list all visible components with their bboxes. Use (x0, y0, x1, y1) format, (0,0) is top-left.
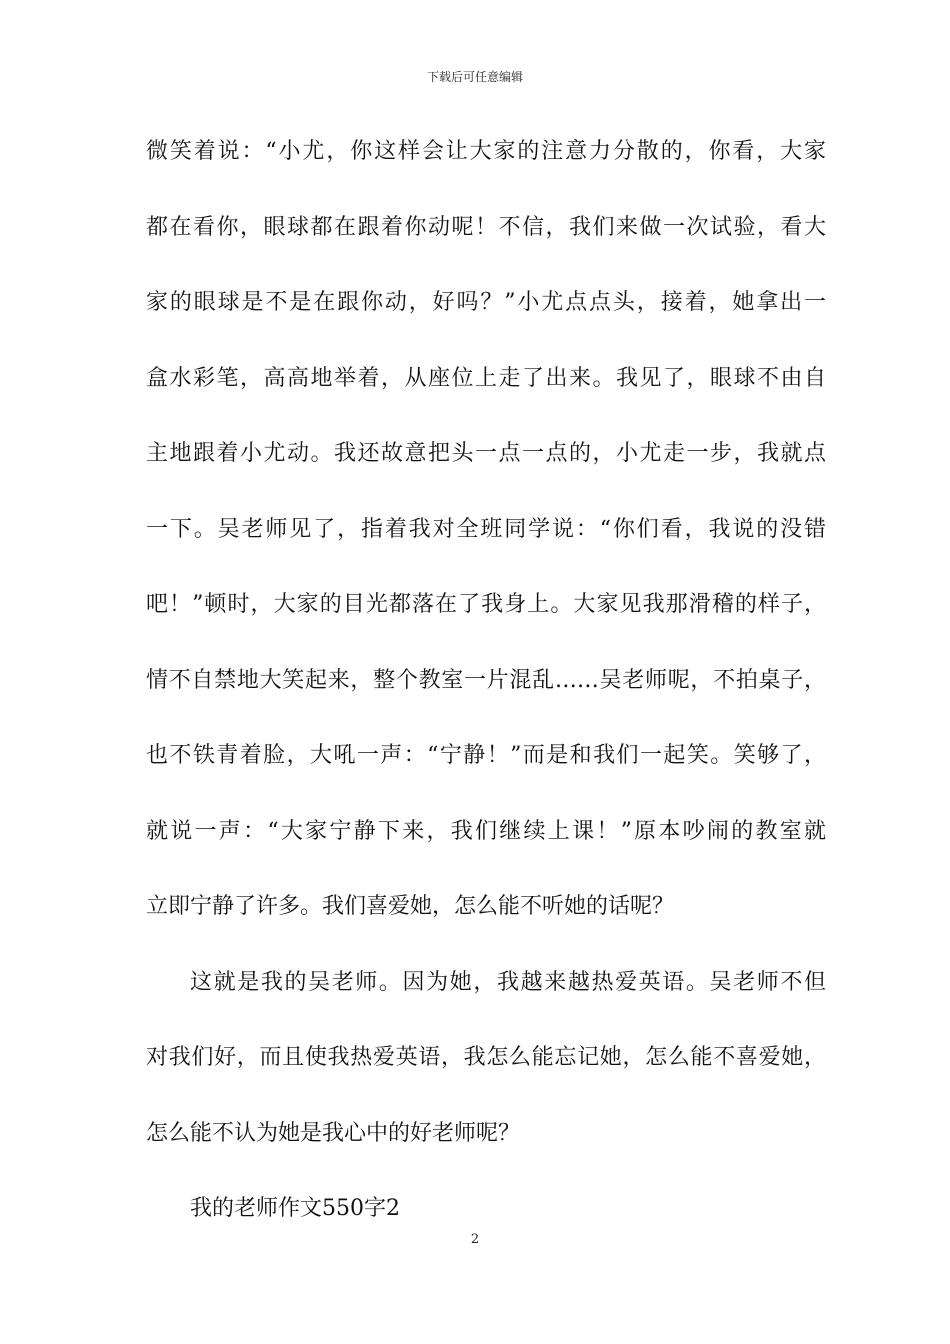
text-line: 一下。吴老师见了，指着我对全班同学说：“你们看，我说的没错 (146, 516, 826, 542)
text-line: 就说一声：“大家宁静下来，我们继续上课！”原本吵闹的教室就 (146, 818, 826, 844)
text-line: 吧！”顿时，大家的目光都落在了我身上。大家见我那滑稽的样子， (146, 592, 826, 617)
text-line: 这就是我的吴老师。因为她，我越来越热爱英语。吴老师不但 (190, 969, 826, 995)
page-header: 下载后可任意编辑 (426, 70, 523, 84)
text-line: 怎么能不认为她是我心中的好老师呢？ (146, 1120, 521, 1146)
text-line: 情不自禁地大笑起来，整个教室一片混乱……吴老师呢，不拍桌子， (146, 667, 826, 693)
text-line: 立即宁静了许多。我们喜爱她，怎么能不听她的话呢？ (146, 894, 675, 919)
page-number: 2 (470, 1232, 480, 1247)
text-line: 盒水彩笔，高高地举着，从座位上走了出来。我见了，眼球不由自 (146, 365, 826, 391)
text-line: 微笑着说：“小尤，你这样会让大家的注意力分散的，你看，大家 (146, 139, 826, 164)
text-line: 主地跟着小尤动。我还故意把头一点一点的，小尤走一步，我就点 (146, 441, 826, 466)
text-line: 也不铁青着脸，大吼一声：“宁静！”而是和我们一起笑。笑够了， (146, 743, 826, 768)
text-line: 都在看你，眼球都在跟着你动呢！不信，我们来做一次试验，看大 (146, 214, 826, 240)
text-line: 对我们好，而且使我热爱英语，我怎么能忘记她，怎么能不喜爱她， (146, 1045, 826, 1070)
text-line: 家的眼球是不是在跟你动，好吗？”小尤点点头，接着，她拿出一 (146, 290, 826, 315)
section-heading: 我的老师作文550字2 (190, 1196, 400, 1221)
document-body (146, 132, 826, 1265)
